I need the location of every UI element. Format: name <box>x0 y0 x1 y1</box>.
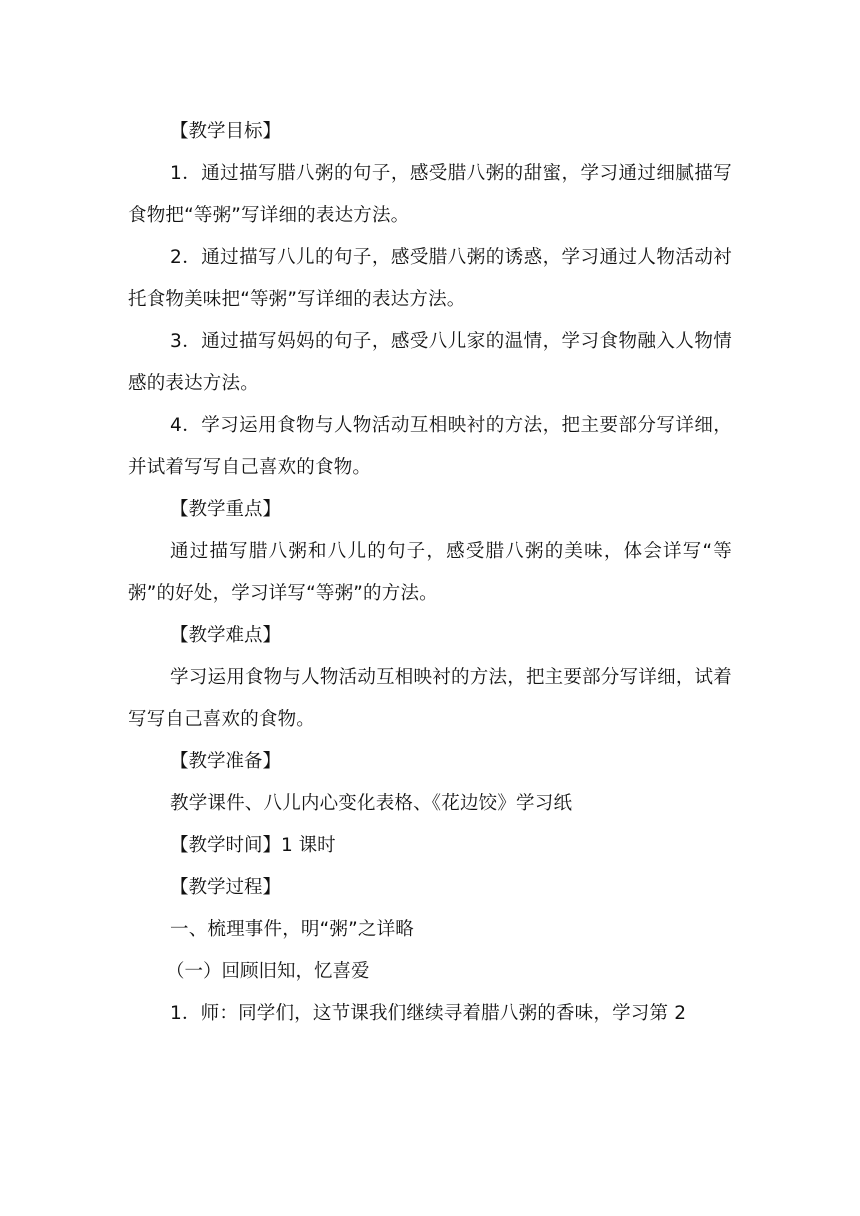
objective-2: 2．通过描写八儿的句子，感受腊八粥的诱惑，学习通过人物活动衬托食物美味把“等粥”写详细的表达方法。 <box>128 247 732 310</box>
preparation-text: 教学课件、八儿内心变化表格、《花边饺》学习纸 <box>170 793 573 814</box>
section-heading-objectives: 【教学目标】 <box>170 121 282 142</box>
process-step-1-title: 一、梳理事件，明“粥”之详略 <box>170 919 414 940</box>
key-points-text: 通过描写腊八粥和八儿的句子，感受腊八粥的美味，体会详写“等粥”的好处，学习详写“等粥”的方法。 <box>128 541 732 604</box>
section-heading-process: 【教学过程】 <box>170 877 282 898</box>
process-item-1: 1．师：同学们，这节课我们继续寻着腊八粥的香味，学习第 2 <box>170 1003 687 1024</box>
document-body <box>128 111 732 1035</box>
section-heading-time: 【教学时间】1 课时 <box>170 835 336 856</box>
process-substep-1: （一）回顾旧知，忆喜爱 <box>166 961 370 982</box>
section-heading-preparation: 【教学准备】 <box>170 751 282 772</box>
difficulties-text: 学习运用食物与人物活动互相映衬的方法，把主要部分写详细，试着写写自己喜欢的食物。 <box>128 667 732 730</box>
objective-4: 4．学习运用食物与人物活动互相映衬的方法，把主要部分写详细，并试着写写自己喜欢的食物。 <box>128 415 732 478</box>
objective-3: 3．通过描写妈妈的句子，感受八儿家的温情，学习食物融入人物情感的表达方法。 <box>128 331 732 394</box>
section-heading-key-points: 【教学重点】 <box>170 499 282 520</box>
section-heading-difficulties: 【教学难点】 <box>170 625 282 646</box>
objective-1: 1．通过描写腊八粥的句子，感受腊八粥的甜蜜，学习通过细腻描写食物把“等粥”写详细的表达方法。 <box>128 163 732 226</box>
